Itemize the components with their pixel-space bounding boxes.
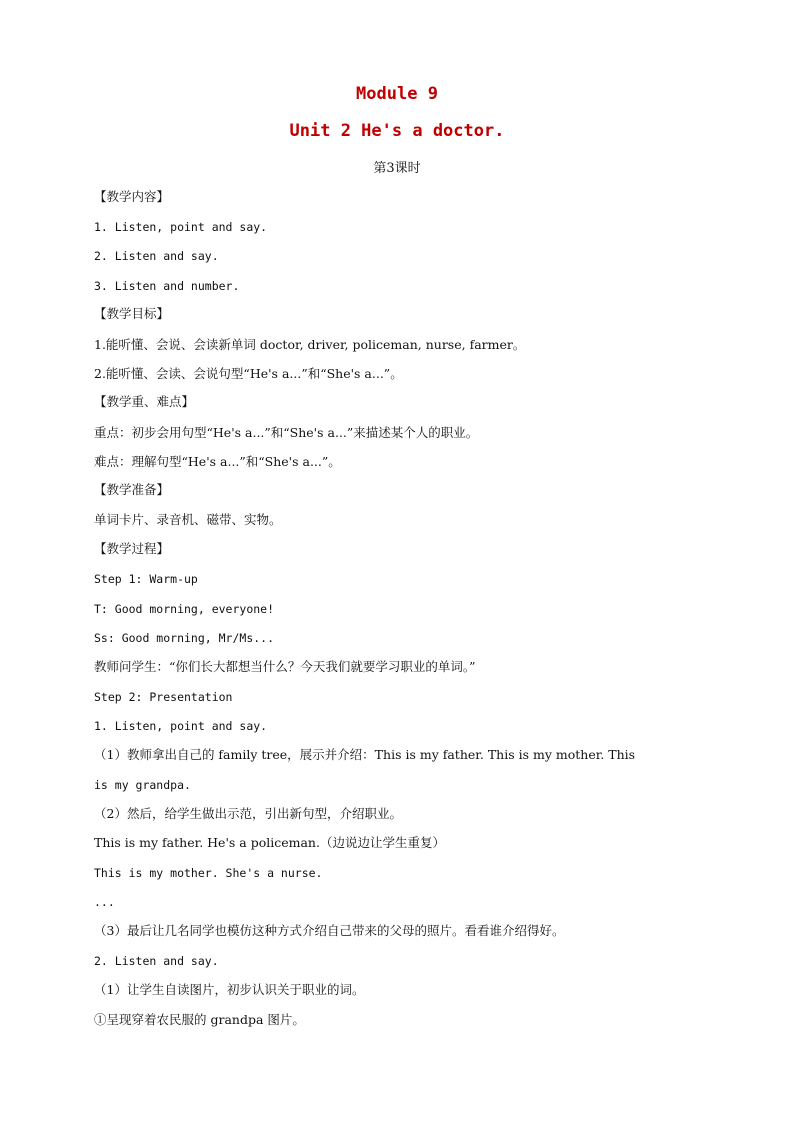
section-heading-preparation: 【教学准备】: [94, 482, 170, 497]
preparation-text: 单词卡片、录音机、磁带、实物。: [94, 512, 282, 527]
section-heading-content: 【教学内容】: [94, 189, 170, 204]
step-1-heading: Step 1: Warm-up: [94, 572, 198, 586]
dialogue-teacher: T: Good morning, everyone!: [94, 602, 275, 616]
content-item-3: 3. Listen and number.: [94, 279, 240, 293]
content-item-1: 1. Listen, point and say.: [94, 220, 268, 234]
activity-1-step-1-cont: is my grandpa.: [94, 778, 191, 792]
activity-1-heading: 1. Listen, point and say.: [94, 719, 268, 733]
ellipsis: ...: [94, 895, 115, 909]
example-mother: This is my mother. She's a nurse.: [94, 866, 323, 880]
dialogue-students: Ss: Good morning, Mr/Ms...: [94, 631, 275, 645]
objective-2: 2.能听懂、会读、会说句型“He's a...”和“She's a...”。: [94, 366, 403, 381]
difficult-point: 难点：理解句型“He's a...”和“She's a...”。: [94, 454, 341, 469]
example-father: This is my father. He's a policeman.（边说边让学生重复）: [94, 835, 445, 850]
content-item-2: 2. Listen and say.: [94, 249, 219, 263]
section-heading-key-points: 【教学重、难点】: [94, 394, 195, 409]
activity-2-item-1: ①呈现穿着农民服的 grandpa 图片。: [94, 1012, 305, 1027]
section-heading-process: 【教学过程】: [94, 541, 170, 556]
key-point: 重点：初步会用句型“He's a...”和“She's a...”来描述某个人的职业。: [94, 425, 479, 440]
unit-title: Unit 2 He's a doctor.: [289, 121, 505, 141]
objective-1: 1.能听懂、会说、会读新单词 doctor, driver, policeman, nurse, farmer。: [94, 337, 526, 352]
activity-2-heading: 2. Listen and say.: [94, 954, 219, 968]
step-2-heading: Step 2: Presentation: [94, 690, 233, 704]
lesson-period: 第3课时: [373, 161, 421, 176]
activity-2-step-1: （1）让学生自读图片，初步认识关于职业的词。: [94, 982, 365, 997]
module-title: Module 9: [356, 84, 438, 104]
activity-1-step-2: （2）然后，给学生做出示范，引出新句型，介绍职业。: [94, 806, 402, 821]
activity-1-step-3: （3）最后让几名同学也模仿这种方式介绍自己带来的父母的照片。看看谁介绍得好。: [94, 923, 565, 938]
section-heading-objectives: 【教学目标】: [94, 306, 170, 321]
activity-1-step-1: （1）教师拿出自己的 family tree，展示并介绍：This is my father. This is my mother. This: [94, 747, 636, 762]
teacher-question: 教师问学生：“你们长大都想当什么？今天我们就要学习职业的单词。”: [94, 659, 476, 674]
